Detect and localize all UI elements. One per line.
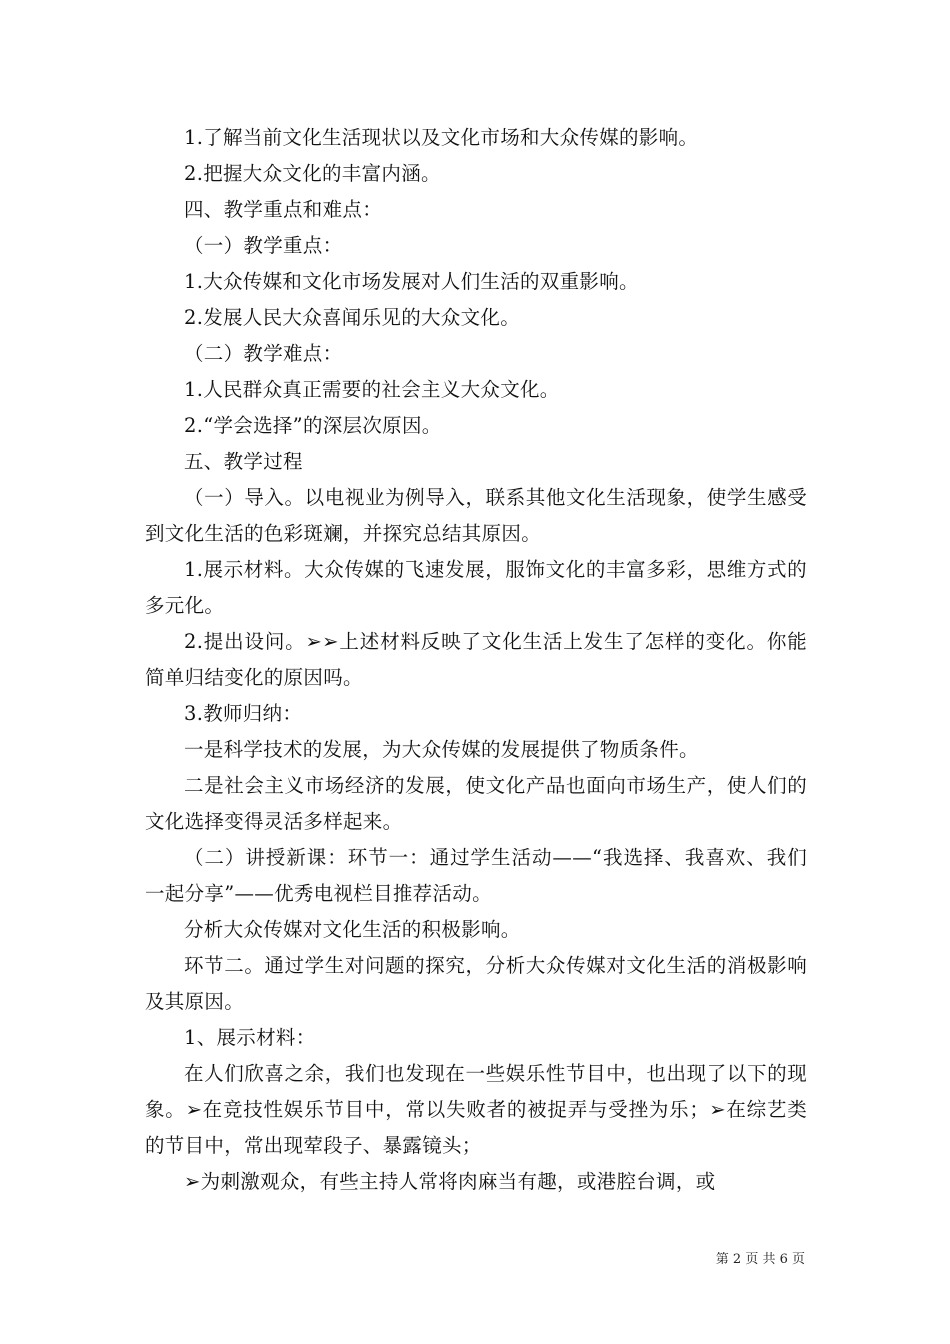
paragraph: ➢为刺激观众，有些主持人常将肉麻当有趣，或港腔台调，或 — [184, 1170, 716, 1193]
subsection-heading: （一）教学重点： — [184, 234, 343, 257]
paragraph: 1.了解当前文化生活现状以及文化市场和大众传媒的影响。 — [184, 126, 699, 149]
paragraph: 2.提出设问。➢➢上述材料反映了文化生活上发生了怎样的变化。你能简单归结变化的原因吗。 — [145, 630, 807, 689]
page-number-text: 第 2 页 共 6 页 — [715, 1252, 805, 1267]
paragraph: 1.大众传媒和文化市场发展对人们生活的双重影响。 — [184, 270, 639, 293]
paragraph: 1.展示材料。大众传媒的飞速发展，服饰文化的丰富多彩，思维方式的多元化。 — [145, 558, 807, 617]
subsection-heading: （二）教学难点： — [184, 342, 343, 365]
paragraph: 分析大众传媒对文化生活的积极影响。 — [184, 918, 521, 941]
paragraph: 环节二。通过学生对问题的探究，分析大众传媒对文化生活的消极影响及其原因。 — [145, 954, 807, 1013]
body-text — [145, 120, 807, 1200]
paragraph: 2.“学会选择”的深层次原因。 — [184, 414, 442, 437]
paragraph: 二是社会主义市场经济的发展，使文化产品也面向市场生产，使人们的文化选择变得灵活多样起来。 — [145, 774, 807, 833]
section-heading: 四、教学重点和难点： — [184, 198, 383, 221]
paragraph: 1、展示材料： — [184, 1026, 316, 1049]
paragraph: （一）导入。以电视业为例导入，联系其他文化生活现象，使学生感受到文化生活的色彩斑斓，并探究总结其原因。 — [145, 486, 807, 545]
paragraph: （二）讲授新课：环节一：通过学生活动——“我选择、我喜欢、我们一起分享”——优秀电视栏目推荐活动。 — [145, 846, 807, 905]
paragraph: 一是科学技术的发展，为大众传媒的发展提供了物质条件。 — [184, 738, 699, 761]
page-number-footer — [716, 1248, 805, 1267]
paragraph: 1.人民群众真正需要的社会主义大众文化。 — [184, 378, 560, 401]
paragraph: 在人们欣喜之余，我们也发现在一些娱乐性节目中，也出现了以下的现象。➢在竞技性娱乐节目中，常以失败者的被捉弄与受挫为乐；➢在综艺类的节目中，常出现荤段子、暴露镜头； — [145, 1062, 807, 1157]
section-heading: 五、教学过程 — [184, 450, 303, 473]
paragraph: 2.把握大众文化的丰富内涵。 — [184, 162, 441, 185]
paragraph: 2.发展人民大众喜闻乐见的大众文化。 — [184, 306, 521, 329]
paragraph: 3.教师归纳： — [184, 702, 303, 725]
